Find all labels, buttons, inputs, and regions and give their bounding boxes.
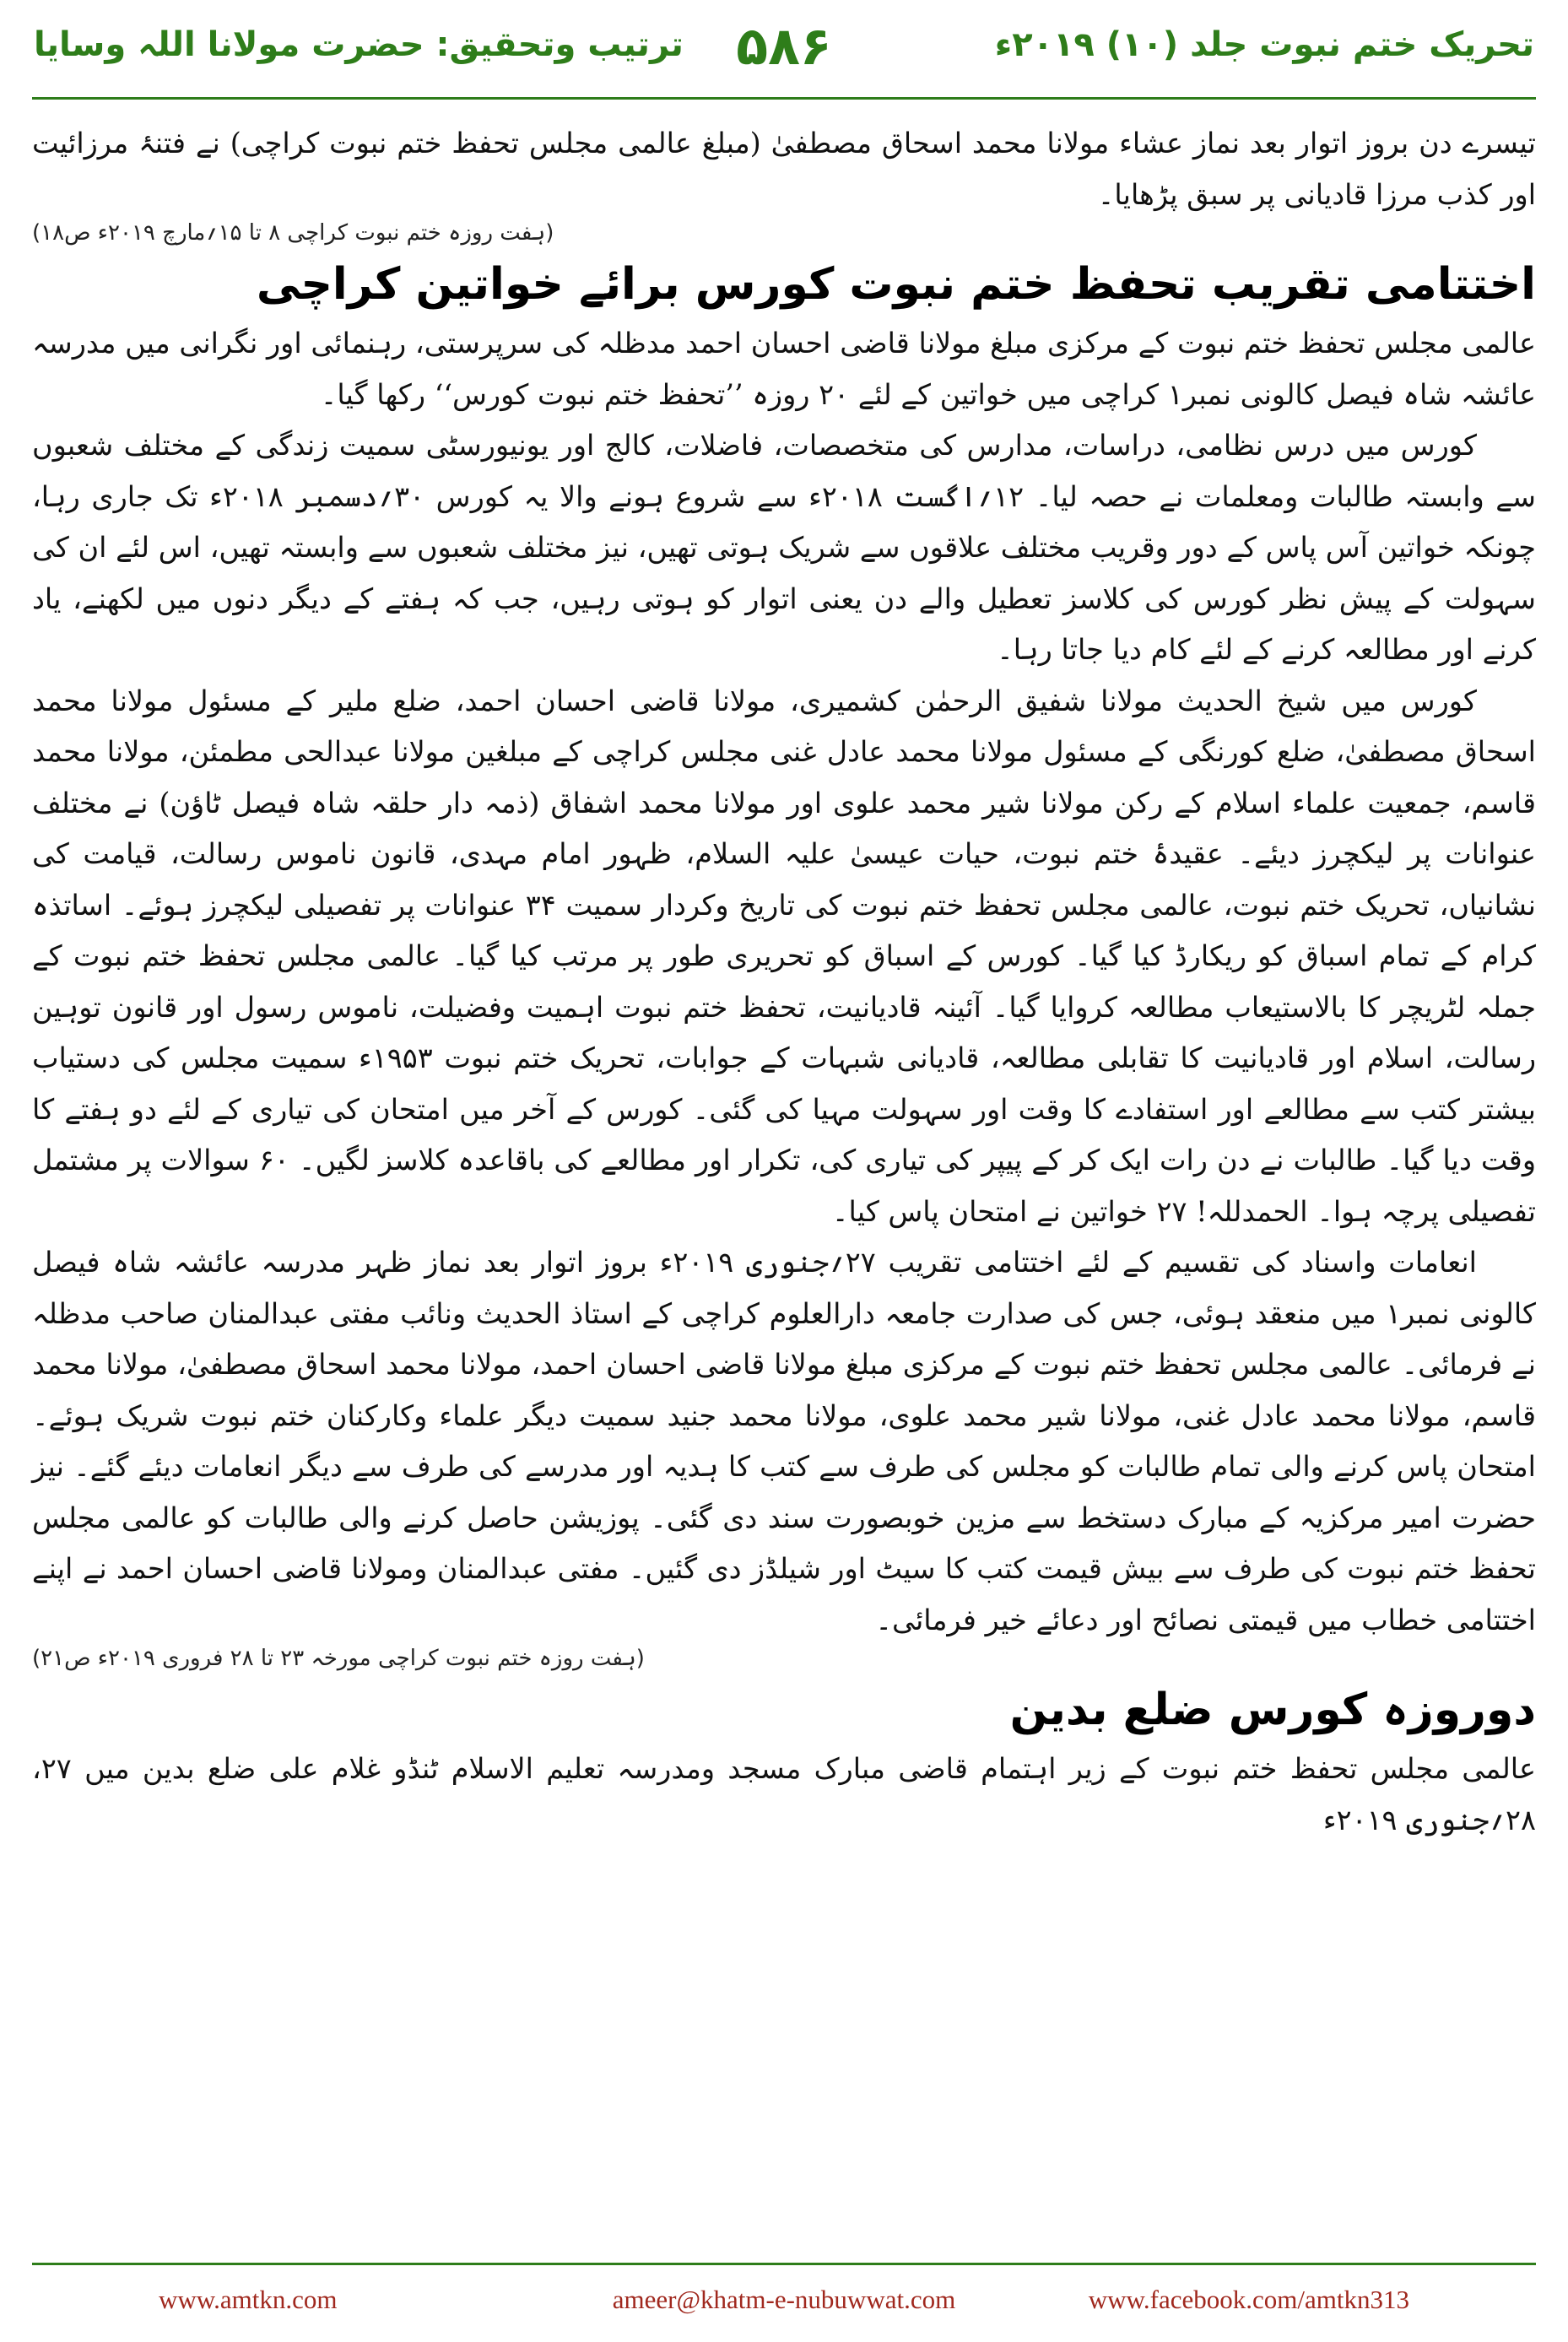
website-link[interactable]: www.amtkn.com [159,2285,338,2314]
reference-line [32,220,1536,246]
email-link[interactable]: ameer@khatm-e-nubuwwat.com [612,2285,956,2314]
paragraph: عالمی مجلس تحفظ ختم نبوت کے مرکزی مبلغ مولانا قاضی احسان احمد مدظلہ کی سرپرستی، رہنمائی اور نگرانی میں مدرسہ عائشہ شاہ فیصل کالونی نمبر۱ کراچی میں خواتین کے لئے ۲۰ روزہ ’’تحفظ ختم نبوت کورس‘‘ رکھا گیا۔ [32,327,1536,411]
section-karachi-course [32,251,1536,1671]
book-title: تحریک ختم نبوت جلد (۱۰) ۲۰۱۹ء [994,25,1534,64]
paragraph: تیسرے دن بروز اتوار بعد نماز عشاء مولانا محمد اسحاق مصطفیٰ (مبلغ عالمی مجلس تحفظ ختم نبوت کراچی) نے فتنۂ مرزائیت اور کذب مرزا قادیانی پر سبق پڑھایا۔ [32,127,1536,211]
paragraph: کورس میں درس نظامی، دراسات، مدارس کی متخصصات، فاضلات، کالج اور یونیورسٹی سمیت زندگی کے مختلف شعبوں سے وابستہ طالبات ومعلمات نے حصہ لیا۔ ۱۲؍اگست ۲۰۱۸ء سے شروع ہونے والا یہ کورس ۳۰؍دسمبر ۲۰۱۸ء تک جاری رہا، چونکہ خواتین آس پاس کے دور وقریب مختلف علاقوں سے شریک ہوتی تھیں، نیز مختلف شعبوں سے وابستہ تھیں، اس لئے ان کی سہولت کے پیش نظر کورس کی کلاسز تعطیل والے دن یعنی اتوار کو ہوتی رہیں، جب کہ ہفتے کے دیگر دنوں میں لکھنے، یاد کرنے اور مطالعہ کرنے کے لئے کام دیا جاتا رہا۔ [32,429,1536,666]
section-heading: اختتامی تقریب تحفظ ختم نبوت کورس برائے خواتین کراچی [256,259,1536,310]
paragraph: عالمی مجلس تحفظ ختم نبوت کے زیر اہتمام قاضی مبارک مسجد ومدرسہ تعلیم الاسلام ٹنڈو غلام علی ضلع بدین میں ۲۷، ۲۸؍جنوری ۲۰۱۹ء [32,1752,1536,1836]
section-badin-course [32,1676,1536,1846]
page-number: ۵۸۶ [736,15,832,77]
facebook-link[interactable]: www.facebook.com/amtkn313 [1088,2285,1409,2314]
section-heading: دوروزہ کورس ضلع بدین [1009,1685,1536,1735]
source-reference: (ہفت روزہ ختم نبوت کراچی مورخہ ۲۳ تا ۲۸ فروری ۲۰۱۹ء ص۲۱) [32,1646,645,1671]
reference-line [32,1646,1536,1671]
compiler-credit: ترتیب وتحقیق: حضرت مولانا اللہ وسایا [34,25,684,64]
header-divider [32,97,1536,100]
page-footer [0,2247,1568,2342]
section-continuation [32,118,1536,246]
source-reference: (ہفت روزہ ختم نبوت کراچی ۸ تا ۱۵؍مارچ ۲۰۱۹ء ص۱۸) [32,220,554,246]
paragraph: کورس میں شیخ الحدیث مولانا شفیق الرحمٰن کشمیری، مولانا قاضی احسان احمد، ضلع ملیر کے مسئول مولانا محمد اسحاق مصطفیٰ، ضلع کورنگی کے مسئول مولانا محمد عادل غنی مجلس کراچی کے مبلغین مولانا عبدالحی مطمئن، مولانا محمد قاسم، جمعیت علماء اسلام کے رکن مولانا شیر محمد علوی اور مولانا محمد اشفاق (ذمہ دار حلقہ شاہ فیصل ٹاؤن) نے مختلف عنوانات پر لیکچرز دیئے۔ عقیدۂ ختم نبوت، حیات عیسیٰ علیہ السلام، ظہور امام مہدی، قانون ناموس رسالت، قیامت کی نشانیاں، تحریک ختم نبوت، عالمی مجلس تحفظ ختم نبوت کی تاریخ وکردار سمیت ۳۴ عنوانات پر تفصیلی لیکچرز ہوئے۔ اساتذہ کرام کے تمام اسباق کو ریکارڈ کیا گیا۔ کورس کے اسباق کو تحریری طور پر مرتب کیا گیا۔ عالمی مجلس تحفظ ختم نبوت کے جملہ لٹریچر کا بالاستیعاب مطالعہ کروایا گیا۔ آئینہ قادیانیت، تحفظ ختم نبوت اہمیت وفضیلت، ناموس رسول اور قانون توہین رسالت، اسلام اور قادیانیت کا تقابلی مطالعہ، قادیانی شبہات کے جوابات، تحریک ختم نبوت ۱۹۵۳ء سمیت مجلس کی دستیاب بیشتر کتب سے مطالعے اور استفادے کا وقت اور سہولت مہیا کی گئی۔ کورس کے آخر میں امتحان کی تیاری کے لئے دو ہفتے کا وقت دیا گیا۔ طالبات نے دن رات ایک کر کے پیپر کی تیاری کی، تکرار اور مطالعے کی باقاعدہ کلاسز لگیں۔ ۶۰ سوالات پر مشتمل تفصیلی پرچہ ہوا۔ الحمدللہ! ۲۷ خواتین نے امتحان پاس کیا۔ [32,684,1536,1228]
page-header [0,0,1568,101]
page-body [32,118,1536,2241]
paragraph: انعامات واسناد کی تقسیم کے لئے اختتامی تقریب ۲۷؍جنوری ۲۰۱۹ء بروز اتوار بعد نماز ظہر مدرسہ عائشہ شاہ فیصل کالونی نمبر۱ میں منعقد ہوئی، جس کی صدارت جامعہ دارالعلوم کراچی کے استاذ الحدیث ونائب مفتی عبدالمنان صاحب مدظلہ نے فرمائی۔ عالمی مجلس تحفظ ختم نبوت کے مرکزی مبلغ مولانا قاضی احسان احمد، مولانا محمد اسحاق مصطفیٰ، مولانا محمد قاسم، مولانا محمد عادل غنی، مولانا شیر محمد علوی، مولانا محمد جنید سمیت دیگر علماء وکارکنان ختم نبوت شریک ہوئے۔ امتحان پاس کرنے والی تمام طالبات کو مجلس کی طرف سے کتب کا ہدیہ اور مدرسے کی طرف سے دیگر انعامات دیئے گئے۔ نیز حضرت امیر مرکزیہ کے مبارک دستخط سے مزین خوبصورت سند دی گئی۔ پوزیشن حاصل کرنے والی طالبات کو عالمی مجلس تحفظ ختم نبوت کی طرف سے بیش قیمت کتب کا سیٹ اور شیلڈز دی گئیں۔ مفتی عبدالمنان ومولانا قاضی احسان احمد نے اپنے اختتامی خطاب میں قیمتی نصائح اور دعائے خیر فرمائی۔ [32,1246,1536,1636]
footer-divider [32,2263,1536,2265]
